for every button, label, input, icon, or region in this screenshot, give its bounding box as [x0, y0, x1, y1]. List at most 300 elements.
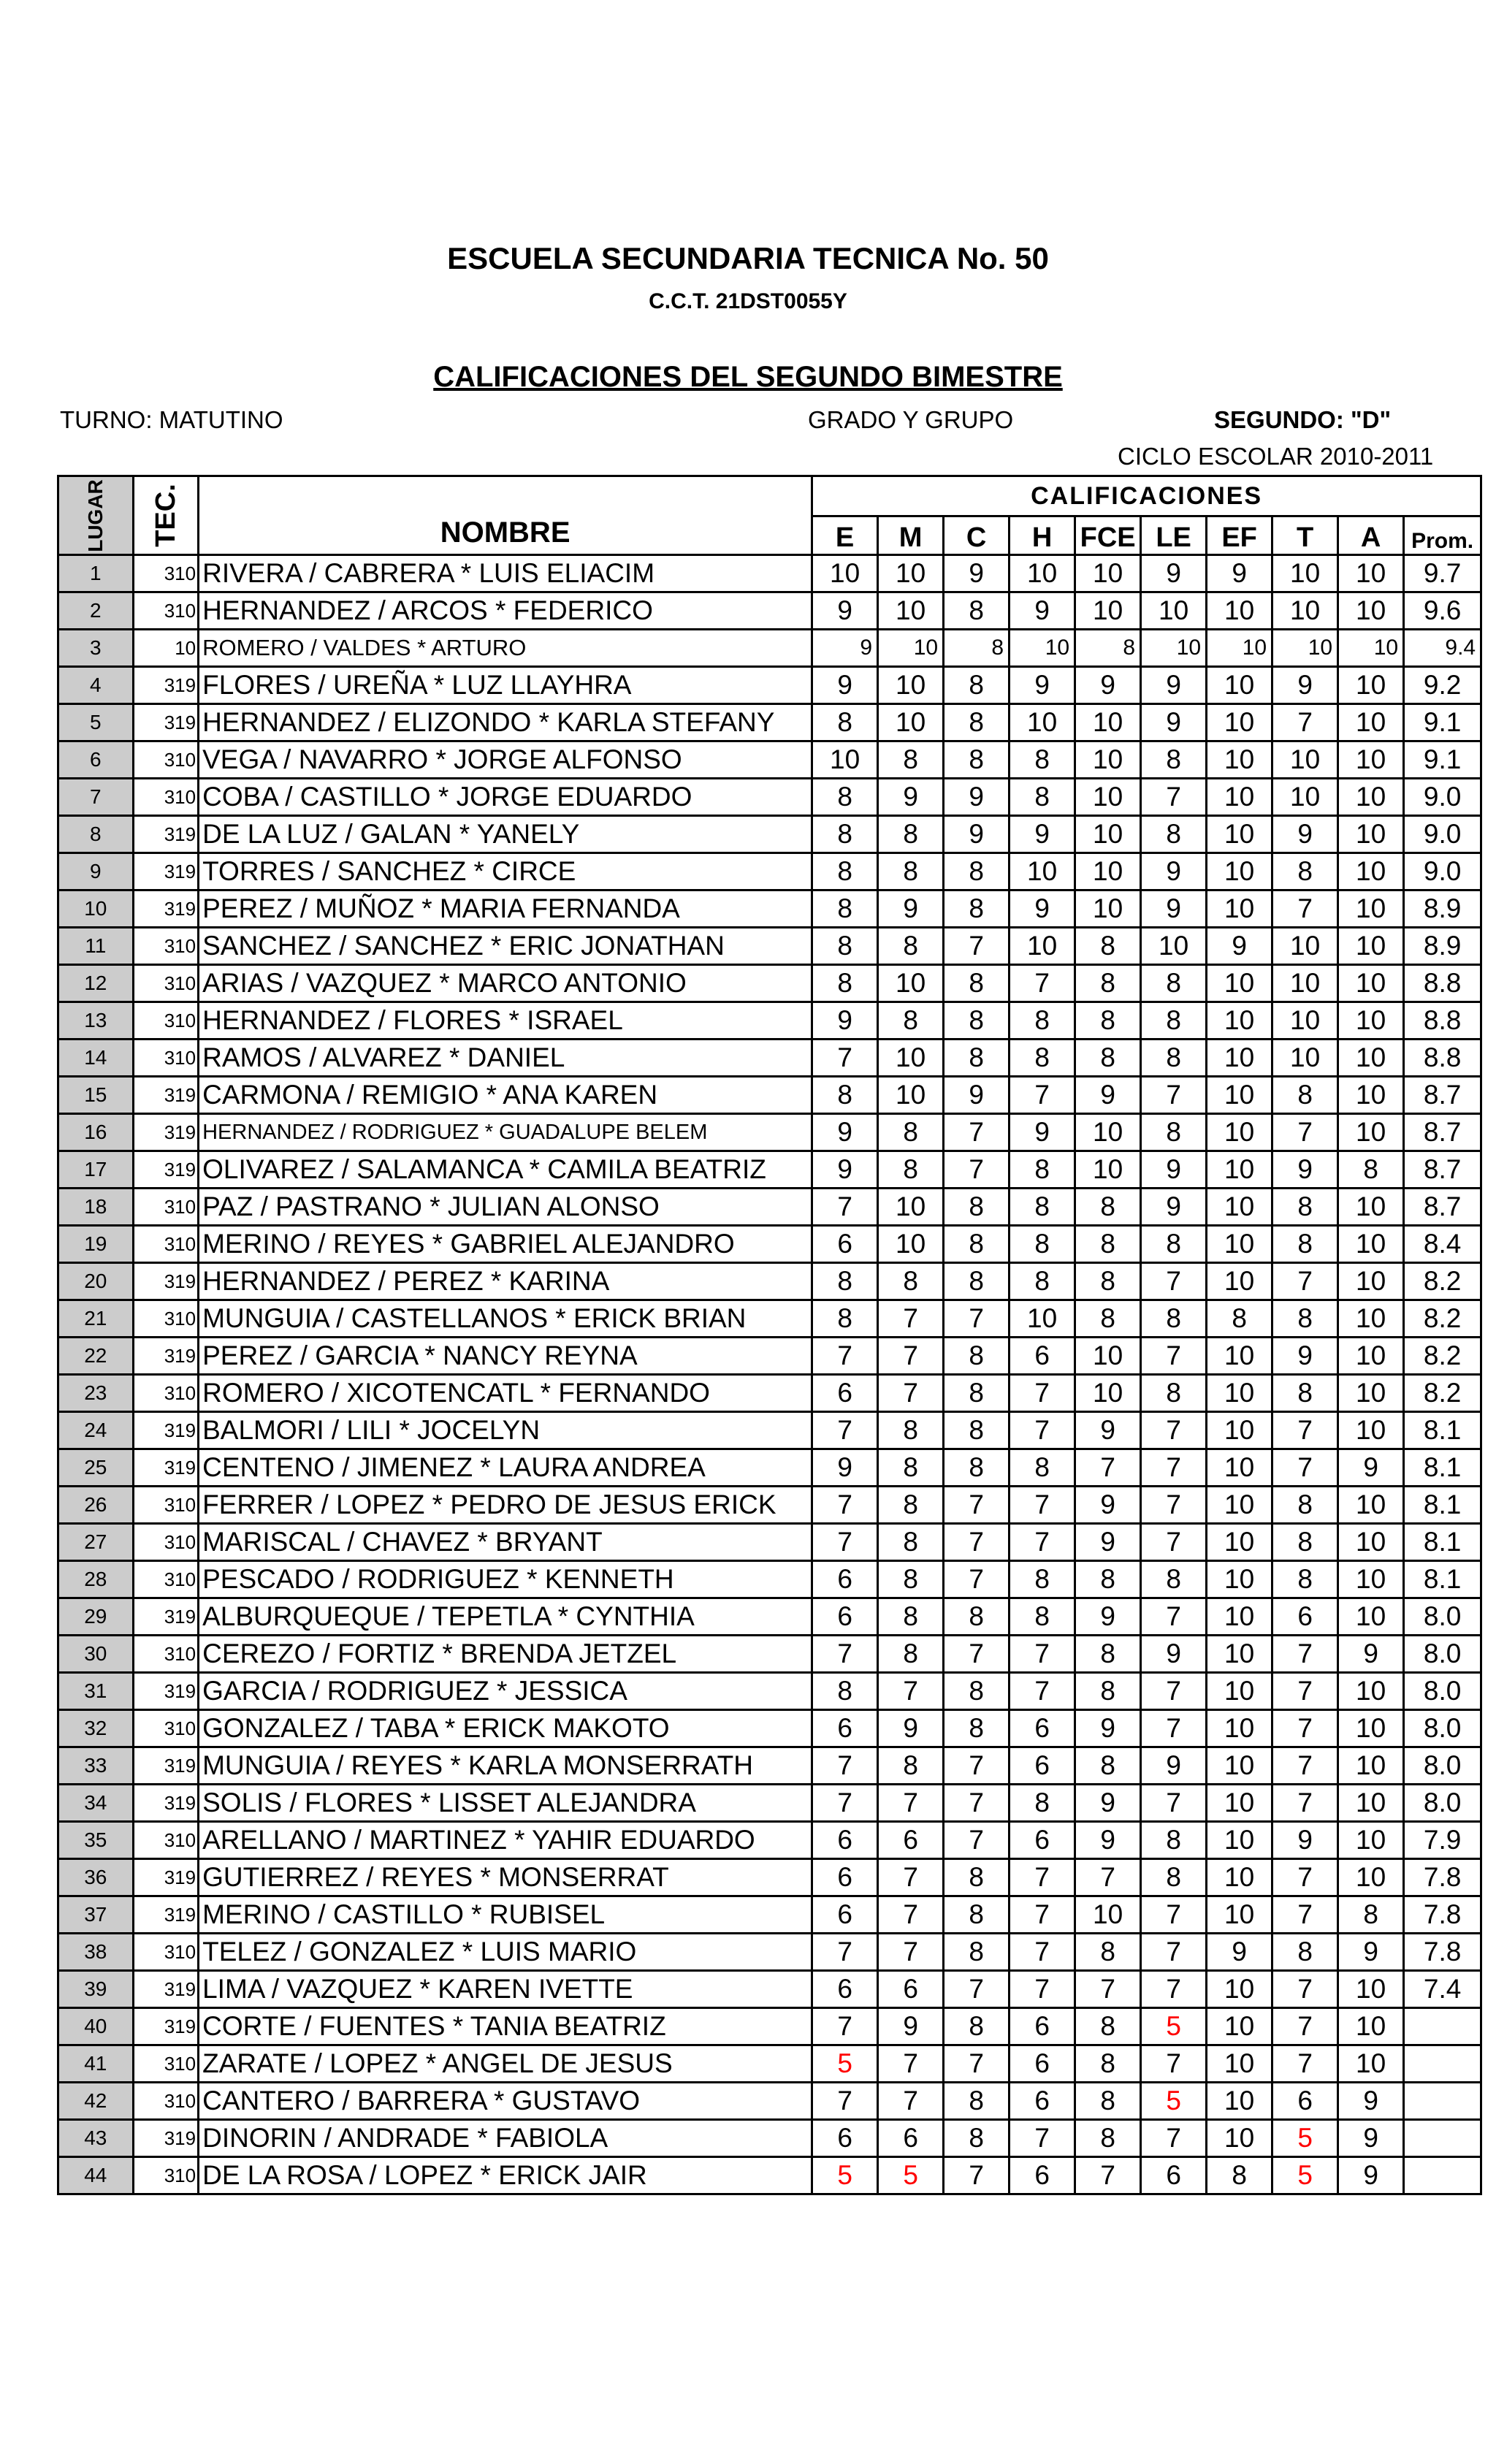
tec-cell: 310	[133, 741, 199, 779]
grade-cell: 10	[878, 1226, 944, 1263]
student-name: VEGA / NAVARRO * JORGE ALFONSO	[199, 741, 812, 779]
grade-cell: 9	[812, 1151, 878, 1189]
grade-cell: 6	[1272, 1598, 1338, 1636]
grade-cell: 9	[1272, 1822, 1338, 1859]
grade-cell: 8	[944, 1189, 1010, 1226]
table-row	[58, 1487, 1481, 1524]
tec-cell: 319	[133, 1673, 199, 1710]
grade-cell: 10	[1207, 1449, 1272, 1487]
grade-cell: 10	[1338, 2008, 1404, 2045]
grade-cell: 6	[1010, 1822, 1075, 1859]
grade-cell: 10	[1207, 1002, 1272, 1040]
grade-cell: 8	[878, 928, 944, 965]
grade-cell: 10	[1338, 1859, 1404, 1896]
grade-cell: 10	[878, 1077, 944, 1114]
table-row	[58, 779, 1481, 816]
grade-cell: 10	[1075, 890, 1141, 928]
grade-cell: 7	[1141, 1785, 1207, 1822]
tec-cell: 310	[133, 2157, 199, 2194]
grade-cell: 8	[1010, 1785, 1075, 1822]
grade-cell: 8	[944, 630, 1010, 667]
grade-cell: 8	[944, 853, 1010, 890]
grade-cell: 7	[944, 1971, 1010, 2008]
grade-cell: 9	[944, 779, 1010, 816]
grade-cell: 7	[1272, 1412, 1338, 1449]
grade-cell: 10	[1338, 1040, 1404, 1077]
grade-cell: 8	[1272, 1375, 1338, 1412]
grade-cell: 8	[1010, 779, 1075, 816]
grade-cell: 7	[1272, 1747, 1338, 1785]
average-cell: 8.1	[1404, 1412, 1481, 1449]
grade-cell: 8	[1075, 2045, 1141, 2083]
tec-cell: 10	[133, 630, 199, 667]
grade-cell: 10	[1010, 630, 1075, 667]
grade-cell: 5	[1272, 2157, 1338, 2194]
tec-cell: 319	[133, 1449, 199, 1487]
grade-cell: 8	[944, 2008, 1010, 2045]
grade-cell: 7	[1272, 2008, 1338, 2045]
average-cell	[1404, 2120, 1481, 2157]
student-name: LIMA / VAZQUEZ * KAREN IVETTE	[199, 1971, 812, 2008]
grade-cell: 7	[1141, 1971, 1207, 2008]
student-name: GONZALEZ / TABA * ERICK MAKOTO	[199, 1710, 812, 1747]
grade-cell: 8	[812, 1077, 878, 1114]
grade-cell: 8	[878, 1114, 944, 1151]
grade-cell: 9	[1141, 1636, 1207, 1673]
grade-cell: 10	[1207, 1747, 1272, 1785]
grade-cell: 10	[1338, 1114, 1404, 1151]
tec-cell: 310	[133, 1300, 199, 1338]
tec-cell: 319	[133, 1151, 199, 1189]
grade-cell: 10	[1075, 741, 1141, 779]
grade-cell: 8	[812, 965, 878, 1002]
grade-cell: 8	[1010, 1263, 1075, 1300]
grade-cell: 6	[1010, 1338, 1075, 1375]
grade-cell: 6	[812, 1375, 878, 1412]
average-cell	[1404, 2157, 1481, 2194]
table-row	[58, 1896, 1481, 1934]
grade-cell: 10	[1338, 1300, 1404, 1338]
grade-cell: 10	[1272, 741, 1338, 779]
grade-cell: 7	[878, 2083, 944, 2120]
grade-cell: 8	[1272, 1077, 1338, 1114]
table-row	[58, 1524, 1481, 1561]
grade-cell: 8	[1010, 741, 1075, 779]
average-cell: 8.0	[1404, 1673, 1481, 1710]
student-name: RAMOS / ALVAREZ * DANIEL	[199, 1040, 812, 1077]
turno-label: TURNO: MATUTINO	[60, 406, 283, 433]
grade-cell: 7	[1272, 1896, 1338, 1934]
lugar-cell: 22	[58, 1338, 134, 1375]
grade-cell: 9	[1141, 555, 1207, 592]
grade-cell: 8	[944, 667, 1010, 704]
grade-cell: 7	[878, 1934, 944, 1971]
average-cell: 9.0	[1404, 816, 1481, 853]
grado-grupo-label: GRADO Y GRUPO	[808, 406, 1014, 433]
grade-cell: 8	[1141, 741, 1207, 779]
grade-cell: 8	[812, 1673, 878, 1710]
average-cell: 8.0	[1404, 1636, 1481, 1673]
average-cell: 7.9	[1404, 1822, 1481, 1859]
grade-cell: 10	[878, 1189, 944, 1226]
table-row	[58, 1449, 1481, 1487]
student-name: BALMORI / LILI * JOCELYN	[199, 1412, 812, 1449]
student-name: RIVERA / CABRERA * LUIS ELIACIM	[199, 555, 812, 592]
tec-cell: 310	[133, 1040, 199, 1077]
grade-cell: 10	[1338, 1524, 1404, 1561]
grade-cell: 10	[1338, 1412, 1404, 1449]
average-cell	[1404, 2008, 1481, 2045]
lugar-cell: 19	[58, 1226, 134, 1263]
grade-cell: 7	[944, 1151, 1010, 1189]
average-cell: 7.8	[1404, 1934, 1481, 1971]
grade-cell: 6	[812, 1598, 878, 1636]
average-cell: 8.1	[1404, 1561, 1481, 1598]
lugar-cell: 8	[58, 816, 134, 853]
grade-cell: 6	[812, 1896, 878, 1934]
lugar-cell: 43	[58, 2120, 134, 2157]
grade-cell: 9	[1075, 1524, 1141, 1561]
student-name: SANCHEZ / SANCHEZ * ERIC JONATHAN	[199, 928, 812, 965]
student-name: HERNANDEZ / ARCOS * FEDERICO	[199, 592, 812, 630]
grade-cell: 8	[1141, 1859, 1207, 1896]
lugar-cell: 27	[58, 1524, 134, 1561]
grade-cell: 9	[1207, 555, 1272, 592]
table-row	[58, 592, 1481, 630]
average-cell: 8.0	[1404, 1785, 1481, 1822]
grade-cell: 7	[812, 1040, 878, 1077]
student-name: FERRER / LOPEZ * PEDRO DE JESUS ERICK	[199, 1487, 812, 1524]
table-row	[58, 1300, 1481, 1338]
table-row	[58, 1151, 1481, 1189]
grade-cell: 10	[1207, 2045, 1272, 2083]
average-cell: 8.7	[1404, 1151, 1481, 1189]
grade-cell: 9	[1272, 667, 1338, 704]
grade-cell: 10	[1207, 1673, 1272, 1710]
grade-cell: 8	[878, 1002, 944, 1040]
grade-cell: 10	[1075, 592, 1141, 630]
average-cell: 8.9	[1404, 928, 1481, 965]
grade-cell: 8	[1141, 1040, 1207, 1077]
student-name: GARCIA / RODRIGUEZ * JESSICA	[199, 1673, 812, 1710]
grade-cell: 7	[944, 928, 1010, 965]
grade-cell: 9	[1141, 667, 1207, 704]
student-name: MARISCAL / CHAVEZ * BRYANT	[199, 1524, 812, 1561]
grade-cell: 10	[1338, 555, 1404, 592]
grade-cell: 8	[1075, 1561, 1141, 1598]
average-cell: 8.8	[1404, 965, 1481, 1002]
grade-cell: 8	[944, 1934, 1010, 1971]
grade-cell: 8	[878, 1412, 944, 1449]
tec-cell: 310	[133, 1189, 199, 1226]
average-cell: 8.1	[1404, 1449, 1481, 1487]
grade-cell: 10	[1207, 1189, 1272, 1226]
average-cell: 8.1	[1404, 1487, 1481, 1524]
average-cell: 8.4	[1404, 1226, 1481, 1263]
grade-cell: 10	[1207, 2008, 1272, 2045]
grade-cell: 8	[1075, 1747, 1141, 1785]
grade-cell: 10	[1207, 1040, 1272, 1077]
grade-cell: 8	[878, 1487, 944, 1524]
grade-cell: 6	[1010, 2083, 1075, 2120]
grade-cell: 9	[1141, 1747, 1207, 1785]
grade-cell: 7	[1272, 1673, 1338, 1710]
table-row	[58, 1785, 1481, 1822]
average-cell: 9.2	[1404, 667, 1481, 704]
student-name: HERNANDEZ / PEREZ * KARINA	[199, 1263, 812, 1300]
lugar-cell: 34	[58, 1785, 134, 1822]
grade-cell: 9	[812, 592, 878, 630]
grade-cell: 7	[944, 2157, 1010, 2194]
grade-cell: 9	[1207, 1934, 1272, 1971]
grade-cell: 5	[812, 2045, 878, 2083]
grade-cell: 7	[1141, 2120, 1207, 2157]
tec-cell: 319	[133, 816, 199, 853]
lugar-cell: 15	[58, 1077, 134, 1114]
grade-cell: 7	[944, 1747, 1010, 1785]
grade-cell: 7	[1010, 1524, 1075, 1561]
grade-cell: 9	[1338, 1934, 1404, 1971]
grade-cell: 9	[944, 555, 1010, 592]
grade-cell: 10	[1207, 1375, 1272, 1412]
grade-cell: 7	[812, 1487, 878, 1524]
lugar-cell: 29	[58, 1598, 134, 1636]
grade-cell: 9	[1010, 816, 1075, 853]
grade-cell: 7	[944, 1487, 1010, 1524]
grade-cell: 9	[1338, 2120, 1404, 2157]
average-cell: 8.2	[1404, 1263, 1481, 1300]
lugar-cell: 12	[58, 965, 134, 1002]
grade-cell: 5	[1272, 2120, 1338, 2157]
grade-cell: 10	[1338, 1002, 1404, 1040]
lugar-cell: 5	[58, 704, 134, 741]
student-name: HERNANDEZ / ELIZONDO * KARLA STEFANY	[199, 704, 812, 741]
grade-cell: 10	[1338, 1971, 1404, 2008]
tec-cell: 319	[133, 1263, 199, 1300]
lugar-cell: 32	[58, 1710, 134, 1747]
lugar-cell: 41	[58, 2045, 134, 2083]
grade-cell: 10	[878, 555, 944, 592]
grade-cell: 10	[1075, 1338, 1141, 1375]
student-name: CARMONA / REMIGIO * ANA KAREN	[199, 1077, 812, 1114]
grade-cell: 10	[1207, 630, 1272, 667]
grade-cell: 10	[1338, 965, 1404, 1002]
grade-cell: 8	[1075, 2008, 1141, 2045]
average-cell: 9.6	[1404, 592, 1481, 630]
average-cell: 9.1	[1404, 704, 1481, 741]
grade-cell: 8	[1207, 2157, 1272, 2194]
grade-cell: 9	[944, 1077, 1010, 1114]
grade-cell: 10	[1338, 592, 1404, 630]
grade-cell: 10	[1338, 816, 1404, 853]
grade-cell: 9	[1207, 928, 1272, 965]
lugar-cell: 26	[58, 1487, 134, 1524]
student-name: SOLIS / FLORES * LISSET ALEJANDRA	[199, 1785, 812, 1822]
grade-cell: 6	[1010, 2157, 1075, 2194]
grade-cell: 10	[1272, 592, 1338, 630]
grade-cell: 7	[944, 1524, 1010, 1561]
grade-cell: 7	[878, 1785, 944, 1822]
grade-cell: 8	[878, 1636, 944, 1673]
grade-cell: 9	[1141, 1189, 1207, 1226]
grade-cell: 8	[1141, 1226, 1207, 1263]
average-cell: 8.0	[1404, 1710, 1481, 1747]
grade-cell: 8	[944, 1896, 1010, 1934]
grade-cell: 7	[878, 1375, 944, 1412]
grade-cell: 8	[944, 1338, 1010, 1375]
table-row	[58, 1114, 1481, 1151]
grade-cell: 7	[1141, 1263, 1207, 1300]
grade-cell: 7	[1141, 2045, 1207, 2083]
grade-cell: 10	[1207, 1561, 1272, 1598]
grade-cell: 8	[812, 816, 878, 853]
school-name: ESCUELA SECUNDARIA TECNICA No. 50	[447, 241, 1049, 275]
grade-cell: 10	[1338, 741, 1404, 779]
grade-cell: 8	[878, 1151, 944, 1189]
grade-cell: 10	[1338, 2045, 1404, 2083]
grade-cell: 8	[1272, 1226, 1338, 1263]
grade-cell: 8	[1075, 1673, 1141, 1710]
grade-cell: 9	[1338, 2083, 1404, 2120]
tec-cell: 319	[133, 1785, 199, 1822]
grade-cell: 7	[944, 1300, 1010, 1338]
average-cell: 8.2	[1404, 1375, 1481, 1412]
grade-cell: 8	[1010, 1598, 1075, 1636]
grade-cell: 10	[1338, 1263, 1404, 1300]
table-row	[58, 1636, 1481, 1673]
student-name: PAZ / PASTRANO * JULIAN ALONSO	[199, 1189, 812, 1226]
grade-cell: 7	[878, 2045, 944, 2083]
table-row	[58, 1934, 1481, 1971]
grade-cell: 9	[1010, 890, 1075, 928]
grade-cell: 9	[1075, 1822, 1141, 1859]
grade-cell: 8	[1075, 1226, 1141, 1263]
grade-cell: 8	[944, 1710, 1010, 1747]
average-cell	[1404, 2045, 1481, 2083]
col-header-nombre: NOMBRE	[199, 476, 812, 555]
table-row	[58, 1040, 1481, 1077]
grade-cell: 10	[1207, 1263, 1272, 1300]
grade-cell: 8	[878, 1263, 944, 1300]
lugar-cell: 35	[58, 1822, 134, 1859]
tec-cell: 310	[133, 1822, 199, 1859]
col-header-ef: EF	[1207, 516, 1272, 555]
grade-cell: 8	[1075, 965, 1141, 1002]
grade-cell: 9	[878, 779, 944, 816]
grade-cell: 9	[1272, 1338, 1338, 1375]
student-name: TELEZ / GONZALEZ * LUIS MARIO	[199, 1934, 812, 1971]
grade-cell: 8	[944, 1449, 1010, 1487]
tec-cell: 319	[133, 2120, 199, 2157]
grade-cell: 10	[878, 704, 944, 741]
grade-cell: 10	[1141, 592, 1207, 630]
lugar-cell: 16	[58, 1114, 134, 1151]
student-name: ALBURQUEQUE / TEPETLA * CYNTHIA	[199, 1598, 812, 1636]
grade-cell: 8	[1141, 965, 1207, 1002]
grade-cell: 10	[1338, 1673, 1404, 1710]
table-row	[58, 1561, 1481, 1598]
grade-cell: 8	[878, 1598, 944, 1636]
lugar-cell: 36	[58, 1859, 134, 1896]
grade-cell: 9	[1141, 704, 1207, 741]
grade-cell: 9	[1075, 667, 1141, 704]
grade-cell: 7	[812, 1412, 878, 1449]
average-cell: 9.4	[1404, 630, 1481, 667]
tec-cell: 310	[133, 1487, 199, 1524]
tec-cell: 310	[133, 965, 199, 1002]
grade-cell: 6	[812, 1822, 878, 1859]
grade-cell: 8	[812, 779, 878, 816]
table-row	[58, 667, 1481, 704]
tec-cell: 310	[133, 1375, 199, 1412]
grade-cell: 7	[1141, 1896, 1207, 1934]
student-name: FLORES / UREÑA * LUZ LLAYHRA	[199, 667, 812, 704]
tec-cell: 310	[133, 592, 199, 630]
student-name: HERNANDEZ / RODRIGUEZ * GUADALUPE BELEM	[199, 1114, 812, 1151]
grade-cell: 10	[1338, 1189, 1404, 1226]
grade-cell: 8	[1141, 816, 1207, 853]
ciclo-escolar-label: CICLO ESCOLAR 2010-2011	[1118, 443, 1434, 470]
grade-cell: 8	[1075, 630, 1141, 667]
tec-cell: 310	[133, 928, 199, 965]
tec-cell: 310	[133, 555, 199, 592]
table-row	[58, 1077, 1481, 1114]
grade-cell: 10	[878, 1040, 944, 1077]
grade-cell: 7	[1010, 1077, 1075, 1114]
grade-cell: 10	[1010, 1300, 1075, 1338]
grade-cell: 10	[1207, 1338, 1272, 1375]
grade-cell: 8	[944, 704, 1010, 741]
grade-cell: 8	[1338, 1896, 1404, 1934]
grade-cell: 10	[1010, 928, 1075, 965]
grade-cell: 10	[878, 965, 944, 1002]
grade-cell: 7	[1272, 1971, 1338, 2008]
grade-cell: 10	[1010, 853, 1075, 890]
tec-cell: 319	[133, 704, 199, 741]
col-header-lugar: LUGAR	[58, 476, 134, 555]
grade-cell: 10	[1207, 1412, 1272, 1449]
grade-cell: 8	[1141, 1002, 1207, 1040]
grade-cell: 6	[1272, 2083, 1338, 2120]
tec-cell: 319	[133, 1971, 199, 2008]
lugar-cell: 21	[58, 1300, 134, 1338]
grade-cell: 10	[812, 741, 878, 779]
average-cell: 7.8	[1404, 1896, 1481, 1934]
grade-cell: 7	[1010, 1971, 1075, 2008]
grade-cell: 6	[1010, 2045, 1075, 2083]
grade-cell: 7	[944, 1822, 1010, 1859]
grade-cell: 7	[1141, 1487, 1207, 1524]
grade-cell: 8	[1075, 1300, 1141, 1338]
student-name: PEREZ / MUÑOZ * MARIA FERNANDA	[199, 890, 812, 928]
grade-cell: 9	[1141, 853, 1207, 890]
grade-cell: 6	[878, 1822, 944, 1859]
lugar-cell: 11	[58, 928, 134, 965]
grade-cell: 10	[1207, 1710, 1272, 1747]
table-row	[58, 928, 1481, 965]
school-cct: C.C.T. 21DST0055Y	[649, 289, 847, 313]
grade-cell: 10	[1207, 1077, 1272, 1114]
grade-cell: 8	[944, 965, 1010, 1002]
grade-cell: 7	[1010, 1636, 1075, 1673]
grade-cell: 10	[1207, 741, 1272, 779]
lugar-cell: 4	[58, 667, 134, 704]
grade-cell: 10	[1338, 1598, 1404, 1636]
grade-cell: 10	[1272, 965, 1338, 1002]
grade-cell: 10	[1207, 853, 1272, 890]
grade-cell: 8	[1207, 1300, 1272, 1338]
table-row	[58, 741, 1481, 779]
